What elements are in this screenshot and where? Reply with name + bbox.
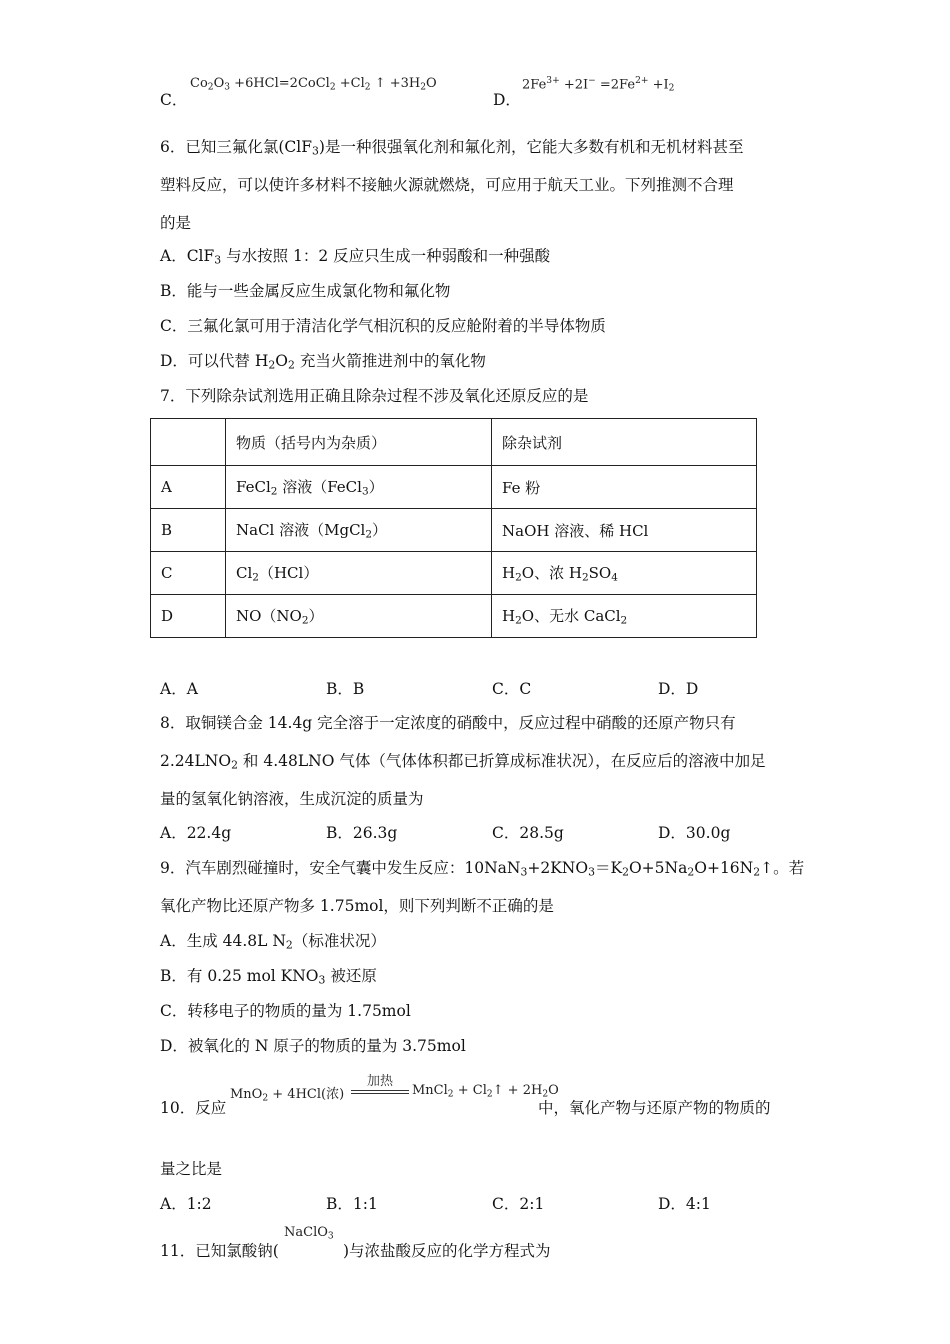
q6-stem-line-1: 6．已知三氟化氯(ClF$_3$)是一种很强氧化剂和氟化剂，它能大多数有机和无机材料甚至 <box>160 138 744 158</box>
q10-suffix: 中，氧化产物与还原产物的物质的 <box>538 1099 771 1117</box>
q5-option-d-equation: $2Fe^{3+} +2I^- =2Fe^{2+} +I_2$ <box>522 76 675 94</box>
q5-option-d-label: D． <box>493 91 521 109</box>
table-cell: Fe 粉 <box>492 466 757 509</box>
table-cell: $H_2O$、浓 $H_2SO_4$ <box>492 552 757 595</box>
q8-stem-line-1: 8．取铜镁合金 14.4g 完全溶于一定浓度的硝酸中，反应过程中硝酸的还原产物只有 <box>160 714 736 732</box>
q10-option-c: C．2:1 <box>492 1195 545 1213</box>
table-header-cell: 物质（括号内为杂质） <box>226 419 492 466</box>
table-row <box>151 509 757 552</box>
q11-suffix: )与浓盐酸反应的化学方程式为 <box>343 1242 551 1260</box>
q10-equation-right: MnCl$_2$ + $Cl_2↑ + 2H_2O$ <box>412 1083 559 1100</box>
q7-option-c: C．C <box>492 680 532 698</box>
table-cell: A <box>151 466 226 509</box>
q8-option-c: C．28.5g <box>492 824 564 842</box>
table-cell: D <box>151 595 226 638</box>
q10-option-b: B．1:1 <box>326 1195 378 1213</box>
q9-option-b: B．有 0.25 mol $KNO_3$ 被还原 <box>160 967 377 987</box>
q6-stem-line-3: 的是 <box>160 214 192 232</box>
q8-option-d: D．30.0g <box>658 824 731 842</box>
q9-stem-line-1: 9．汽车剧烈碰撞时，安全气囊中发生反应：$10NaN_3+2KNO_3=K_2O+5Na_2O+16N_2↑$。若 <box>160 859 805 879</box>
q10-equals-bars <box>351 1090 409 1094</box>
q6-option-c: C．三氟化氯可用于清洁化学气相沉积的反应舱附着的半导体物质 <box>160 317 606 335</box>
q9-option-d: D．被氧化的 N 原子的物质的量为 3.75mol <box>160 1037 466 1055</box>
table-row <box>151 552 757 595</box>
table-cell: $Cl_2(HCl)$ <box>226 552 492 595</box>
q8-stem-line-2: $2.24LNO_2$ 和 4.48LNO 气体（气体体积都已折算成标准状况），在反应后的溶液中加足 <box>160 752 766 772</box>
table-cell: NaCl 溶液（MgCl$_2$） <box>226 509 492 552</box>
q6-stem-line-2: 塑料反应，可以使许多材料不接触火源就燃烧，可应用于航天工业。下列推测不合理 <box>160 176 734 194</box>
q7-option-d: D．D <box>658 680 699 698</box>
q7-table <box>150 418 757 638</box>
q7-option-b: B．B <box>326 680 365 698</box>
q7-stem: 7．下列除杂试剂选用正确且除杂过程不涉及氧化还原反应的是 <box>160 387 589 405</box>
q10-condition-arrow <box>351 1070 409 1094</box>
q6-option-a: A．ClF$_3$ 与水按照 1：2 反应只生成一种弱酸和一种强酸 <box>160 247 551 267</box>
table-cell: C <box>151 552 226 595</box>
q10-option-d: D．4:1 <box>658 1195 711 1213</box>
q8-option-a: A．22.4g <box>160 824 232 842</box>
table-header-cell <box>151 419 226 466</box>
table-header-row <box>151 419 757 466</box>
q6-option-d: D．可以代替 $H_2O_2$ 充当火箭推进剂中的氧化物 <box>160 352 486 372</box>
q9-option-c: C．转移电子的物质的量为 1.75mol <box>160 1002 411 1020</box>
q5-option-c-label: C． <box>160 91 188 109</box>
q9-option-a: A．生成 44.8L $N_2$（标准状况） <box>160 932 386 952</box>
table-row <box>151 466 757 509</box>
table-cell: $H_2O$、无水 CaCl$_2$ <box>492 595 757 638</box>
q7-option-a: A．A <box>160 680 198 698</box>
q8-stem-line-3: 量的氢氧化钠溶液，生成沉淀的质量为 <box>160 790 424 808</box>
table-header-cell: 除杂试剂 <box>492 419 757 466</box>
table-cell: $NO(NO_2)$ <box>226 595 492 638</box>
table-cell: B <box>151 509 226 552</box>
q10-condition-label: 加热 <box>366 1074 393 1089</box>
q9-stem-line-2: 氧化产物比还原产物多 1.75mol，则下列判断不正确的是 <box>160 897 554 915</box>
q8-option-b: B．26.3g <box>326 824 398 842</box>
table-cell: FeCl$_2$ 溶液（FeCl$_3$） <box>226 466 492 509</box>
q10-stem-line-2: 量之比是 <box>160 1160 223 1178</box>
q10-equation-left: MnO$_2$ + 4HCl(浓) <box>230 1087 345 1104</box>
q10-option-a: A．1:2 <box>160 1195 212 1213</box>
q11-prefix: 11．已知氯酸钠( <box>160 1242 279 1260</box>
q6-option-b: B．能与一些金属反应生成氯化物和氟化物 <box>160 282 451 300</box>
table-cell: NaOH 溶液、稀 HCl <box>492 509 757 552</box>
q11-formula: NaClO$_3$ <box>284 1225 334 1242</box>
q10-prefix: 10．反应 <box>160 1099 227 1117</box>
q5-option-c-equation: $Co_2O_3$ +6HCl=2CoCl$_2$ $+Cl_2$ ↑ $+3H_2O$ <box>190 76 437 93</box>
table-row <box>151 595 757 638</box>
